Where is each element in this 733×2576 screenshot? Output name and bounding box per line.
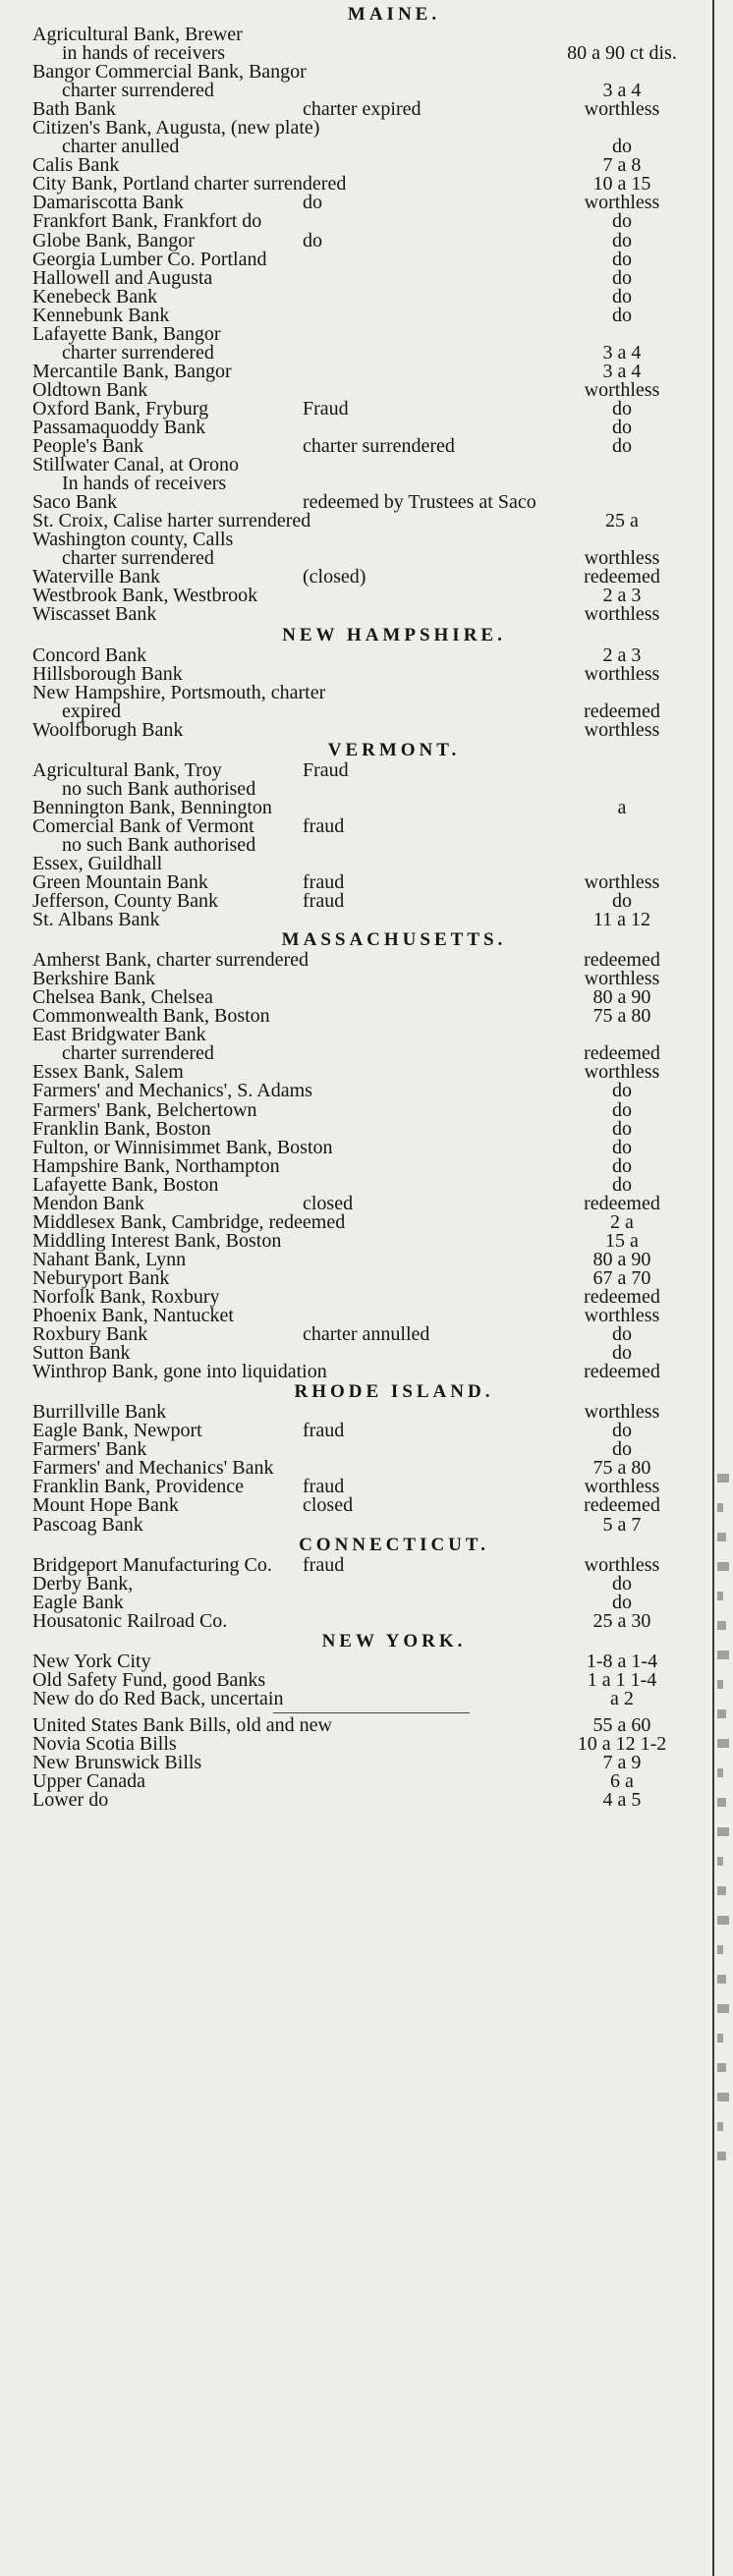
bank-row — [8, 662, 702, 685]
rate-value: worthless — [584, 603, 660, 626]
rate-value: 67 a 70 — [592, 1266, 651, 1289]
bank-name: Bangor Commercial Bank, Bangor — [32, 61, 307, 84]
bank-name: Lafayette Bank, Boston — [32, 1173, 219, 1196]
bank-name: Housatonic Railroad Co. — [32, 1609, 228, 1632]
section-6 — [8, 1631, 702, 1708]
bank-name: Middlesex Bank, Cambridge, redeemed — [32, 1210, 346, 1233]
bank-name: Damariscotta Bank — [32, 192, 184, 214]
bank-name: Kennebunk Bank — [32, 304, 170, 326]
bank-name: Agricultural Bank, Troy — [32, 758, 222, 781]
bank-name: Jefferson, County Bank — [32, 890, 219, 913]
bank-row — [8, 646, 702, 665]
rate-value: 3 a 4 — [602, 341, 642, 364]
section-2 — [8, 740, 702, 929]
bank-name: no such Bank authorised — [62, 833, 256, 856]
bank-name: In hands of receivers — [62, 473, 227, 495]
bank-name: Oldtown Bank — [32, 378, 148, 401]
bank-row — [8, 229, 702, 252]
rate-value: do — [612, 890, 632, 913]
bank-name: Comercial Bank of Vermont — [32, 814, 254, 837]
fragment-mark — [717, 2093, 729, 2101]
rate-value: worthless — [584, 1061, 660, 1084]
rate-value: do — [612, 1136, 632, 1158]
rate-value: 80 a 90 — [592, 986, 651, 1009]
bank-name: Roxbury Bank — [32, 1323, 148, 1346]
bank-name: expired — [62, 700, 121, 722]
rate-value: 25 a 30 — [592, 1609, 651, 1632]
bank-name: Hallowell and Augusta — [32, 266, 213, 289]
bank-row — [8, 777, 702, 800]
bank-name: Norfolk Bank, Roxbury — [32, 1286, 220, 1308]
bank-name: Globe Bank, Bangor — [32, 229, 195, 252]
bank-note: fraud — [303, 890, 345, 913]
bank-name: Eagle Bank — [32, 1591, 124, 1613]
fragment-mark — [717, 2004, 729, 2013]
bank-note-table — [8, 4, 702, 2572]
rate-value: do — [612, 397, 632, 420]
bank-name: St. Albans Bank — [32, 909, 160, 931]
bank-row — [8, 212, 702, 231]
bank-note: Fraud — [303, 758, 349, 781]
bank-name: Essex Bank, Salem — [32, 1061, 184, 1084]
section-0 — [8, 4, 702, 625]
bank-name: Sutton Bank — [32, 1342, 131, 1365]
bank-name: charter surrendered — [62, 341, 214, 364]
bank-row — [8, 758, 702, 781]
fragment-mark — [717, 1503, 723, 1512]
bank-row — [8, 1652, 702, 1671]
bank-name: Franklin Bank, Boston — [32, 1117, 211, 1140]
bank-name: Burrillville Bank — [32, 1401, 167, 1424]
fragment-mark — [717, 1857, 723, 1866]
fragment-mark — [717, 2122, 723, 2131]
fragment-mark — [717, 1886, 726, 1895]
fragment-mark — [717, 1739, 729, 1748]
bank-name: Agricultural Bank, Brewer — [32, 24, 243, 45]
bank-note: do — [303, 229, 322, 252]
rate-value: redeemed — [584, 1286, 660, 1308]
bank-row — [8, 304, 702, 326]
bank-name: Westbrook Bank, Westbrook — [32, 585, 258, 607]
bank-name: Citizen's Bank, Augusta, (new plate) — [32, 117, 320, 140]
rate-value: worthless — [584, 1401, 660, 1424]
fragment-mark — [717, 1651, 729, 1659]
rate-value: do — [612, 1098, 632, 1121]
fragment-mark — [717, 1680, 723, 1689]
bank-row — [8, 1609, 702, 1632]
rate-value: worthless — [584, 378, 660, 401]
bank-name: Phoenix Bank, Nantucket — [32, 1305, 234, 1327]
bank-name: Green Mountain Bank — [32, 871, 208, 894]
fragment-mark — [717, 1562, 729, 1571]
bank-name: New Hampshire, Portsmouth, charter — [32, 681, 326, 703]
rate-value: worthless — [584, 192, 660, 214]
bank-name: Farmers' Bank, Belchertown — [32, 1098, 257, 1121]
bank-name: Neburyport Bank — [32, 1266, 170, 1289]
bank-name: Amherst Bank, charter surrendered — [32, 949, 309, 972]
rate-value: redeemed — [584, 700, 660, 722]
fragment-mark — [717, 1621, 726, 1630]
bank-name: Pascoag Bank — [32, 1513, 143, 1536]
rate-value: redeemed — [584, 949, 660, 972]
rate-value: do — [612, 266, 632, 289]
bank-name: Upper Canada — [32, 1770, 145, 1793]
rate-value: do — [612, 136, 632, 158]
bank-name: in hands of receivers — [62, 42, 226, 65]
rate-value: 3 a 4 — [602, 360, 642, 382]
bank-name: Mount Hope Bank — [32, 1494, 179, 1517]
bank-name: Novia Scotia Bills — [32, 1732, 177, 1755]
rate-value: worthless — [584, 1476, 660, 1498]
bank-name: Concord Bank — [32, 644, 147, 666]
bank-name: New Brunswick Bills — [32, 1751, 202, 1773]
bank-name: Middling Interest Bank, Boston — [32, 1229, 282, 1252]
rate-value: 5 a 7 — [602, 1513, 642, 1536]
bank-row — [8, 1136, 702, 1158]
bank-name: Kenebeck Bank — [32, 285, 158, 308]
bank-row — [8, 1591, 702, 1613]
bank-name: Wiscasset Bank — [32, 603, 157, 626]
bank-name: Frankfort Bank, Frankfort do — [32, 210, 262, 233]
bank-name: Oxford Bank, Fryburg — [32, 397, 209, 420]
bank-note: fraud — [303, 871, 345, 894]
bank-note: charter annulled — [303, 1323, 430, 1346]
fragment-mark — [717, 1533, 726, 1541]
state-heading: VERMONT. — [327, 739, 461, 760]
bank-note: fraud — [303, 1553, 345, 1576]
state-heading: CONNECTICUT. — [299, 1534, 489, 1555]
rate-value: do — [612, 1438, 632, 1461]
state-heading: MAINE. — [347, 4, 441, 25]
bank-name: Bennington Bank, Bennington — [32, 796, 272, 818]
bank-row — [8, 1363, 702, 1381]
fragment-mark — [717, 1768, 723, 1777]
rate-value: do — [612, 1591, 632, 1613]
fragment-mark — [717, 1798, 726, 1807]
fragment-mark — [717, 2152, 726, 2160]
fragment-mark — [717, 1975, 726, 1984]
bank-name: Stillwater Canal, at Orono — [32, 454, 239, 476]
fragment-mark — [717, 1827, 729, 1836]
bank-note: fraud — [303, 1476, 345, 1498]
bank-note: fraud — [303, 1420, 345, 1442]
fragment-mark — [717, 1592, 723, 1600]
rate-value: do — [612, 416, 632, 438]
bank-row — [8, 1496, 702, 1515]
bank-name: New York City — [32, 1650, 151, 1672]
bank-name: Georgia Lumber Co. Portland — [32, 248, 267, 270]
bank-note: (closed) — [303, 566, 366, 588]
bank-name: Berkshire Bank — [32, 968, 155, 990]
bank-name: Hampshire Bank, Northampton — [32, 1154, 280, 1177]
rate-value: redeemed — [584, 1042, 660, 1065]
rate-value: redeemed — [584, 1494, 660, 1517]
rate-value: 1 a 1 1-4 — [587, 1668, 657, 1691]
bank-name: Old Safety Fund, good Banks — [32, 1668, 266, 1691]
rate-value: 80 a 90 — [592, 1248, 651, 1270]
rate-value: do — [612, 229, 632, 252]
section-4 — [8, 1381, 702, 1534]
bank-name: Mercantile Bank, Bangor — [32, 360, 232, 382]
adjacent-column-fragment — [714, 0, 733, 2576]
rate-value: worthless — [584, 98, 660, 121]
bank-name: Calis Bank — [32, 154, 120, 177]
bank-row — [8, 1553, 702, 1576]
bank-name: Washington county, Calls — [32, 529, 234, 551]
bank-row — [8, 1173, 702, 1196]
rate-value: do — [612, 1173, 632, 1196]
bank-name: Woolfborugh Bank — [32, 718, 184, 741]
bank-row — [8, 1117, 702, 1140]
bank-name: charter anulled — [62, 136, 180, 158]
bank-name: Hillsborough Bank — [32, 662, 183, 685]
rate-value: worthless — [584, 662, 660, 685]
rate-value: do — [612, 285, 632, 308]
bank-name: no such Bank authorised — [62, 777, 256, 800]
bank-note: Fraud — [303, 397, 349, 420]
bank-row — [8, 322, 702, 345]
rate-value: 10 a 12 1-2 — [577, 1732, 667, 1755]
bank-row — [8, 1154, 702, 1177]
bank-row — [8, 911, 702, 929]
bank-name: Saco Bank — [32, 491, 118, 514]
rate-value: do — [612, 1342, 632, 1365]
bank-row — [8, 1572, 702, 1595]
bank-row — [8, 681, 702, 703]
bank-name: charter surrendered — [62, 547, 214, 570]
bank-name: United States Bank Bills, old and new — [32, 1713, 332, 1736]
rate-value: 11 a 12 — [592, 909, 651, 931]
bank-row — [8, 1098, 702, 1121]
bank-name: Eagle Bank, Newport — [32, 1420, 202, 1442]
rate-value: worthless — [584, 871, 660, 894]
rate-value: do — [612, 1154, 632, 1177]
bank-row — [8, 1772, 702, 1791]
rate-value: 4 a 5 — [602, 1789, 642, 1812]
bank-note: closed — [303, 1494, 354, 1517]
bank-row — [8, 266, 702, 289]
bank-row — [8, 248, 702, 270]
bank-row — [8, 1082, 702, 1100]
bank-row — [8, 718, 702, 741]
rate-value: worthless — [584, 1553, 660, 1576]
bank-name: Waterville Bank — [32, 566, 161, 588]
rate-value: 2 a 3 — [602, 585, 642, 607]
rate-value: 3 a 4 — [602, 80, 642, 102]
rate-value: a — [617, 796, 627, 818]
rate-value: 25 a — [605, 510, 639, 532]
bank-note: do — [303, 192, 322, 214]
fragment-mark — [717, 2063, 726, 2072]
rate-value: 7 a 9 — [602, 1751, 642, 1773]
bank-name: Chelsea Bank, Chelsea — [32, 986, 213, 1009]
rate-value: do — [612, 1080, 632, 1102]
rate-value: 15 a — [605, 1229, 639, 1252]
section-1 — [8, 625, 702, 740]
fragment-mark — [717, 1474, 729, 1483]
rate-value: do — [612, 1420, 632, 1442]
bank-name: Derby Bank, — [32, 1572, 134, 1595]
bank-name: Lower do — [32, 1789, 109, 1812]
rate-value: 75 a 80 — [592, 1457, 651, 1480]
rate-value: redeemed — [584, 566, 660, 588]
rate-value: 6 a — [610, 1770, 634, 1793]
bank-row — [8, 1668, 702, 1691]
section-3 — [8, 929, 702, 1381]
rate-value: redeemed — [584, 1361, 660, 1383]
rate-value: do — [612, 1323, 632, 1346]
bank-note: charter surrendered — [303, 435, 455, 458]
rate-value: 55 a 60 — [592, 1713, 651, 1736]
bank-name: charter surrendered — [62, 80, 214, 102]
bank-name: charter surrendered — [62, 1042, 214, 1065]
state-heading: NEW YORK. — [321, 1630, 467, 1652]
bank-name: Farmers' and Mechanics', S. Adams — [32, 1080, 312, 1102]
bank-name: Winthrop Bank, gone into liquidation — [32, 1361, 327, 1383]
bank-row — [8, 702, 702, 721]
bank-row — [8, 605, 702, 624]
rate-value: worthless — [584, 718, 660, 741]
bank-name: Lafayette Bank, Bangor — [32, 322, 221, 345]
rate-value: do — [612, 210, 632, 233]
bank-name: Farmers' and Mechanics' Bank — [32, 1457, 274, 1480]
rate-value: do — [612, 248, 632, 270]
rate-value: 80 a 90 ct dis. — [567, 42, 677, 65]
bank-name: Franklin Bank, Providence — [32, 1476, 244, 1498]
state-heading: MASSACHUSETTS. — [281, 929, 507, 951]
fragment-mark — [717, 1916, 729, 1925]
rate-value: 7 a 8 — [602, 154, 642, 177]
bank-row — [8, 1687, 702, 1709]
bank-row — [8, 1791, 702, 1810]
fragment-mark — [717, 2034, 723, 2043]
rate-value: 1-8 a 1-4 — [586, 1650, 658, 1672]
rate-value: worthless — [584, 968, 660, 990]
bank-row — [8, 1192, 702, 1214]
bank-name: People's Bank — [32, 435, 144, 458]
bank-name: Nahant Bank, Lynn — [32, 1248, 187, 1270]
bank-note: fraud — [303, 814, 345, 837]
fragment-mark — [717, 1945, 723, 1954]
bank-note: charter expired — [303, 98, 422, 121]
rate-value: redeemed — [584, 1192, 660, 1214]
bank-row — [8, 341, 702, 364]
bank-note: redeemed by Trustees at Saco — [303, 491, 536, 514]
rate-value: 75 a 80 — [592, 1005, 651, 1028]
bank-name: Farmers' Bank — [32, 1438, 147, 1461]
bank-name: New do do Red Back, uncertain — [32, 1687, 284, 1709]
section-5 — [8, 1535, 702, 1631]
bank-note: closed — [303, 1192, 354, 1214]
bank-row — [8, 285, 702, 308]
rate-value: worthless — [584, 1305, 660, 1327]
bank-name: City Bank, Portland charter surrendered — [32, 173, 347, 196]
rate-value: do — [612, 435, 632, 458]
bank-row — [8, 1210, 702, 1233]
bank-name: Essex, Guildhall — [32, 852, 163, 874]
rate-value: worthless — [584, 547, 660, 570]
state-heading: RHODE ISLAND. — [294, 1381, 494, 1403]
bank-name: East Bridgwater Bank — [32, 1024, 206, 1046]
rate-value: 2 a 3 — [602, 644, 642, 666]
rate-value: do — [612, 304, 632, 326]
bank-name: Mendon Bank — [32, 1192, 144, 1214]
bank-name: Commonwealth Bank, Boston — [32, 1005, 270, 1028]
bank-name: Bath Bank — [32, 98, 116, 121]
fragment-mark — [717, 1709, 726, 1718]
rate-value: a 2 — [610, 1687, 634, 1709]
bank-name: St. Croix, Calise harter surrendered — [32, 510, 311, 532]
rate-value: do — [612, 1117, 632, 1140]
rate-value: 10 a 15 — [592, 173, 651, 196]
bank-name: Passamaquoddy Bank — [32, 416, 206, 438]
section-7 — [8, 1708, 702, 1810]
rate-value: do — [612, 1572, 632, 1595]
bank-name: Bridgeport Manufacturing Co. — [32, 1553, 272, 1576]
rate-value: 2 a — [610, 1210, 634, 1233]
bank-name: Fulton, or Winnisimmet Bank, Boston — [32, 1136, 333, 1158]
bank-row — [8, 1513, 702, 1536]
state-heading: NEW HAMPSHIRE. — [282, 624, 506, 645]
